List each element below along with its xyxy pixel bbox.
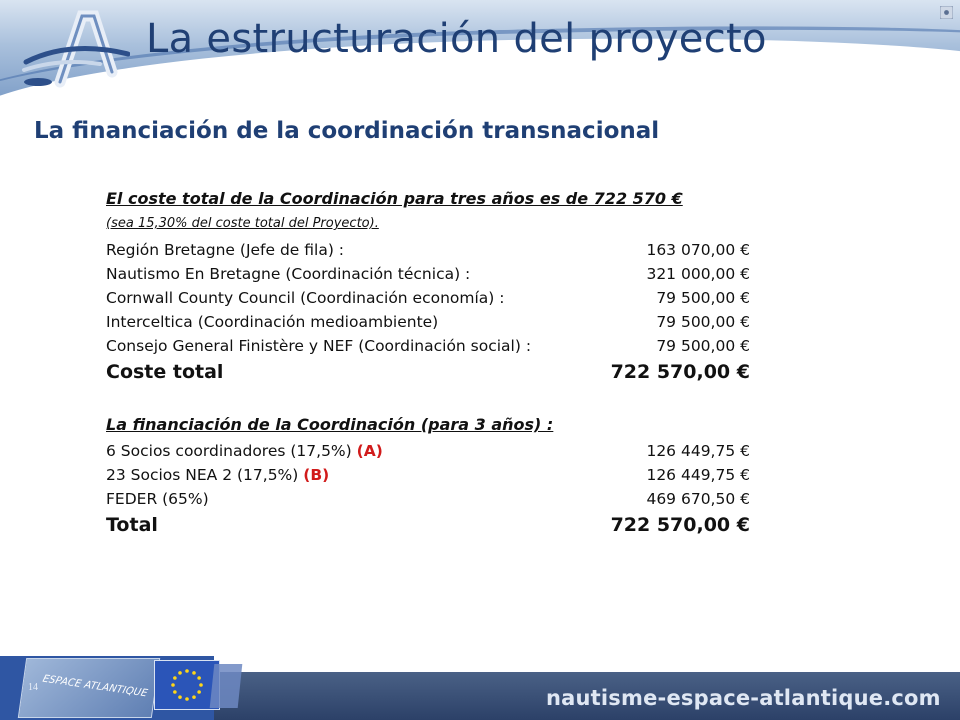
cost-row-label: Nautismo En Bretagne (Coordinación técnica) :: [106, 265, 471, 283]
financing-total-label: Total: [106, 514, 158, 536]
page-title: La estructuración del proyecto: [146, 16, 767, 62]
page-number: 14: [28, 682, 38, 693]
section-subtitle: La financiación de la coordinación transnacional: [34, 118, 660, 144]
cost-row-amount: 79 500,00 €: [656, 337, 750, 355]
financing-row-amount: 126 449,75 €: [646, 466, 750, 484]
cost-note: (sea 15,30% del coste total del Proyecto).: [106, 216, 379, 231]
financing-row-amount: 469 670,50 €: [646, 490, 750, 508]
eu-star-icon: [197, 676, 201, 680]
cost-row: [106, 313, 766, 337]
logo-text: ESPACE ATLANTIQUE: [41, 673, 149, 700]
financing-row-amount: 126 449,75 €: [646, 442, 750, 460]
cost-row: [106, 265, 766, 289]
eu-star-icon: [197, 690, 201, 694]
financing-row-tag: (A): [356, 442, 383, 460]
cost-total-amount: 722 570,00 €: [610, 361, 750, 383]
cost-row-label: Región Bretagne (Jefe de fila) :: [106, 241, 345, 259]
financing-row-label: 23 Socios NEA 2 (17,5%): [106, 466, 299, 484]
financing-row-tag: (B): [303, 466, 330, 484]
footer-website: nautisme-espace-atlantique.com: [546, 686, 941, 710]
financing-content: [106, 189, 766, 542]
cost-row-amount: 79 500,00 €: [656, 313, 750, 331]
financing-total-row: [106, 514, 766, 542]
financing-row-label: FEDER (65%): [106, 490, 209, 508]
cost-heading: El coste total de la Coordinación para tres años es de 722 570 €: [106, 189, 683, 208]
eu-star-icon: [173, 690, 177, 694]
financing-row: [106, 442, 766, 466]
cost-total-label: Coste total: [106, 361, 224, 383]
close-dot-icon: [940, 6, 953, 19]
cost-row: [106, 337, 766, 361]
eu-flag-shadow: [210, 664, 243, 708]
stylized-a-logo-icon: [20, 10, 130, 90]
cost-row-label: Cornwall County Council (Coordinación economía) :: [106, 289, 505, 307]
section-spacer: [106, 389, 766, 415]
financing-total-amount: 722 570,00 €: [610, 514, 750, 536]
eu-star-icon: [185, 669, 189, 673]
eu-star-icon: [185, 697, 189, 701]
cost-total-row: [106, 361, 766, 389]
eu-star-icon: [178, 695, 182, 699]
cost-row-amount: 321 000,00 €: [646, 265, 750, 283]
cost-row-amount: 79 500,00 €: [656, 289, 750, 307]
cost-row-label: Interceltica (Coordinación medioambiente): [106, 313, 439, 331]
espace-atlantique-logo: [18, 658, 160, 718]
eu-star-icon: [192, 671, 196, 675]
eu-star-icon: [199, 683, 203, 687]
eu-star-icon: [171, 683, 175, 687]
cost-row: [106, 241, 766, 265]
cost-row-amount: 163 070,00 €: [646, 241, 750, 259]
financing-row: [106, 466, 766, 490]
cost-row: [106, 289, 766, 313]
cost-row-label: Consejo General Finistère y NEF (Coordinación social) :: [106, 337, 532, 355]
eu-star-icon: [173, 676, 177, 680]
eu-star-icon: [192, 695, 196, 699]
financing-row-label: 6 Socios coordinadores (17,5%): [106, 442, 352, 460]
financing-row: [106, 490, 766, 514]
eu-star-icon: [178, 671, 182, 675]
financing-heading: La financiación de la Coordinación (para 3 años) :: [106, 415, 554, 434]
